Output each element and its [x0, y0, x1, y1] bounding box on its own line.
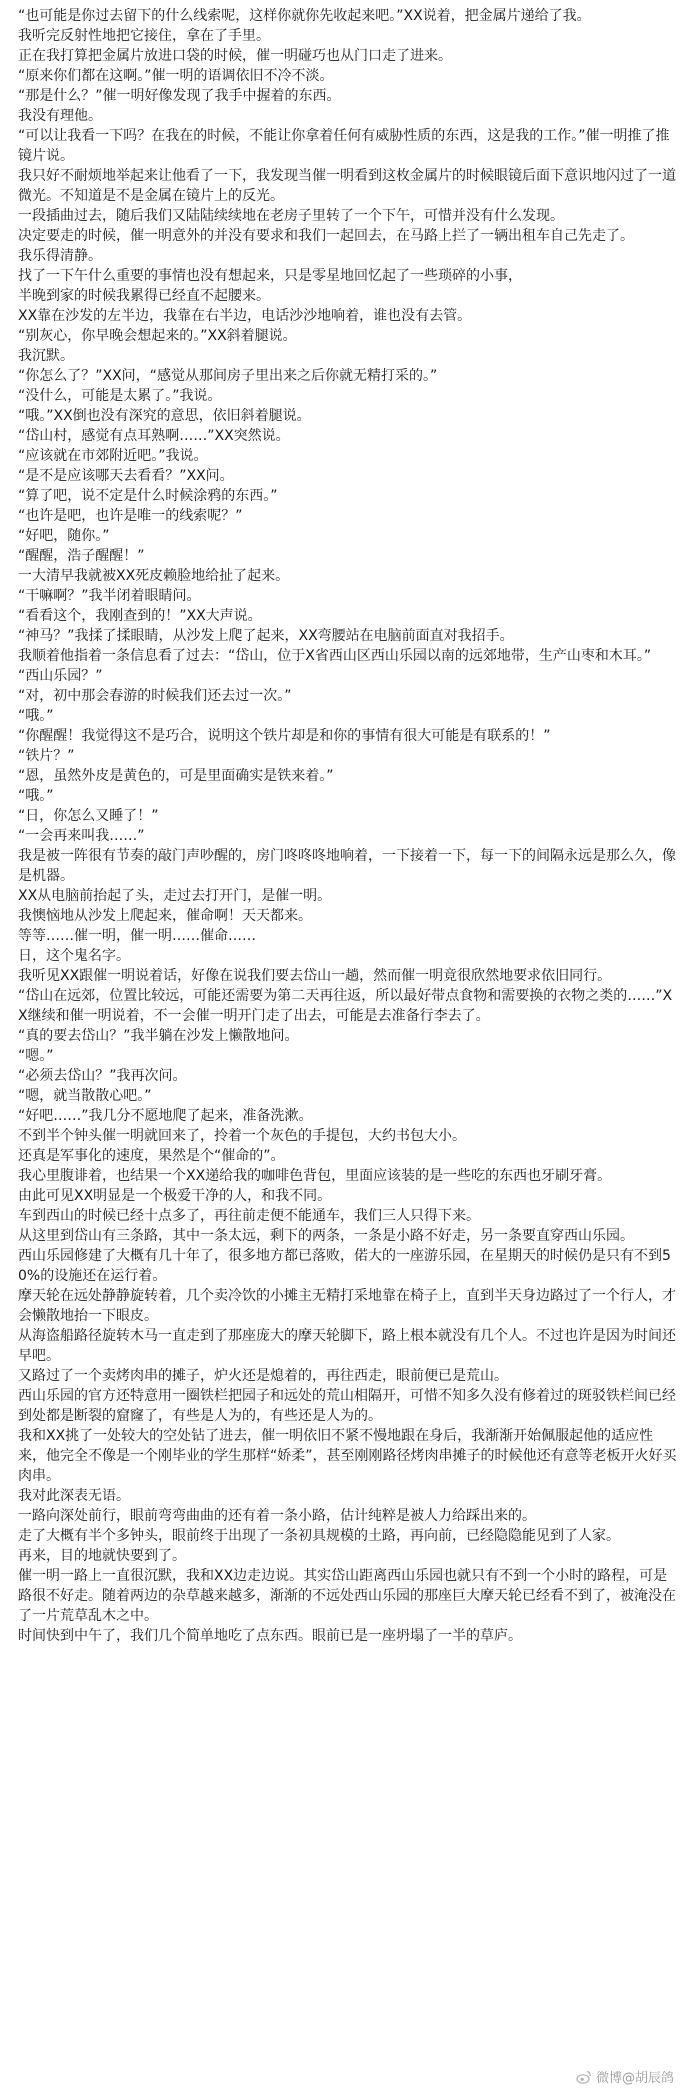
paragraph: “你醒醒！我觉得这不是巧合，说明这个铁片却是和你的事情有很大可能是有联系的！”	[18, 728, 551, 744]
paragraph: 我乐得清静。	[18, 248, 102, 264]
paragraph: 再来，目的地就快要到了。	[18, 1548, 186, 1564]
paragraph: “你怎么了？”XX问，“感觉从那间房子里出来之后你就无精打采的。”	[18, 368, 438, 384]
paragraph: 我懊恼地从沙发上爬起来，催命啊！天天都来。	[18, 908, 312, 924]
paragraph: 正在我打算把金属片放进口袋的时候，催一明碰巧也从门口走了进来。	[18, 48, 452, 64]
paragraph: 车到西山的时候已经十点多了，再往前走便不能通车，我们三人只得下来。	[18, 1208, 480, 1224]
paragraph: “也可能是你过去留下的什么线索呢，这样你就你先收起来吧。”XX说着，把金属片递给了我。	[18, 8, 591, 24]
paragraph: 时间快到中午了，我们几个简单地吃了点东西。眼前已是一座坍塌了一半的草庐。	[18, 1628, 522, 1644]
paragraph: “一会再来叫我……”	[18, 828, 145, 844]
paragraph: 日，这个鬼名字。	[18, 948, 130, 964]
paragraph: 摩天轮在远处静静旋转着，几个卖冷饮的小摊主无精打采地靠在椅子上，直到半天身边路过了一个行人，才会懒散地抬一下眼皮。	[18, 1288, 676, 1324]
paragraph: 一大清早我就被XX死皮赖脸地给扯了起来。	[18, 568, 290, 584]
paragraph: 走了大概有半个多钟头，眼前终于出现了一条初具规模的土路，再向前，已经隐隐能见到了人家。	[18, 1528, 620, 1544]
paragraph: “干嘛啊？”我半闭着眼睛问。	[18, 588, 201, 604]
paragraph: “别灰心，你早晚会想起来的。”XX斜着腿说。	[18, 328, 297, 344]
paragraph: 找了一下午什么重要的事情也没有想起来，只是零星地回忆起了一些琐碎的小事，	[18, 268, 522, 284]
paragraph: “看看这个，我刚查到的！”XX大声说。	[18, 608, 262, 624]
paragraph: 由此可见XX明显是一个极爱干净的人，和我不同。	[18, 1188, 332, 1204]
paragraph: 我顺着他指着一条信息看了过去：“岱山，位于X省西山区西山乐园以南的远郊地带，生产山枣和木耳。”	[18, 648, 652, 664]
paragraph: “必须去岱山？”我再次问。	[18, 1068, 187, 1084]
paragraph: “嗯。”	[18, 1048, 54, 1064]
paragraph: XX靠在沙发的左半边，我靠在右半边，电话沙沙地响着，谁也没有去管。	[18, 308, 472, 324]
paragraph: 我只好不耐烦地举起来让他看了一下，我发现当催一明看到这枚金属片的时候眼镜后面下意识地闪过了一道微光。不知道是不是金属在镜片上的反光。	[18, 168, 676, 204]
paragraph: “日，你怎么又睡了！”	[18, 808, 159, 824]
paragraph: 我心里腹诽着，也结果一个XX递给我的咖啡色背包，里面应该装的是一些吃的东西也牙刷牙膏。	[18, 1168, 612, 1184]
paragraph: “好吧……”我几分不愿地爬了起来，准备洗漱。	[18, 1108, 313, 1124]
paragraph: “岱山村，感觉有点耳熟啊……”XX突然说。	[18, 428, 290, 444]
paragraph: “算了吧，说不定是什么时候涂鸦的东西。”	[18, 488, 278, 504]
paragraph: “可以让我看一下吗？在我在的时候，不能让你拿着任何有威胁性质的东西，这是我的工作。”催一明推了推镜片说。	[18, 128, 670, 164]
paragraph: 一段插曲过去，随后我们又陆陆续续地在老房子里转了一个下午，可惜并没有什么发现。	[18, 208, 564, 224]
paragraph: 从海盗船路径旋转木马一直走到了那座庞大的摩天轮脚下，路上根本就没有几个人。不过也许是因为时间还早吧。	[18, 1328, 676, 1364]
paragraph: “西山乐园？”	[18, 668, 103, 684]
paragraph: 我没有理他。	[18, 108, 102, 124]
paragraph: 又路过了一个卖烤肉串的摊子，炉火还是熄着的，再往西走，眼前便已是荒山。	[18, 1368, 508, 1384]
paragraph: “神马？”我揉了揉眼睛，从沙发上爬了起来，XX弯腰站在电脑前面直对我招手。	[18, 628, 514, 644]
paragraph: “哦。”	[18, 708, 54, 724]
paragraph: 我沉默。	[18, 348, 74, 364]
paragraph: 西山乐园修建了大概有几十年了，很多地方都已落败，偌大的一座游乐园，在星期天的时候仍是只有不到50%的设施还在运行着。	[18, 1248, 671, 1284]
paragraph: 从这里到岱山有三条路，其中一条太远，剩下的两条，一条是小路不好走，另一条要直穿西山乐园。	[18, 1228, 634, 1244]
paragraph: “铁片？”	[18, 748, 75, 764]
paragraph: “醒醒，浩子醒醒！”	[18, 548, 145, 564]
paragraph: “没什么，可能是太累了。”我说。	[18, 388, 222, 404]
paragraph: 半晚到家的时候我累得已经直不起腰来。	[18, 288, 270, 304]
paragraph: “嗯，就当散散心吧。”	[18, 1088, 152, 1104]
watermark	[574, 2067, 676, 2086]
paragraph: “恩，虽然外皮是黄色的，可是里面确实是铁来着。”	[18, 768, 334, 784]
paragraph: 等等……催一明，催一明……催命……	[18, 928, 256, 944]
paragraph: 我和XX挑了一处较大的空处钻了进去，催一明依旧不紧不慢地跟在身后，我渐渐开始佩服起他的适应性来，他完全不像是一个刚毕业的学生那样“娇柔”，甚至刚刚路径烤肉串摊子的时候他还有意等老板开火好买肉串。	[18, 1428, 677, 1484]
paragraph: 决定要走的时候，催一明意外的并没有要求和我们一起回去，在马路上拦了一辆出租车自己先走了。	[18, 228, 634, 244]
watermark-text: 微博@胡辰鸽	[595, 2071, 674, 2086]
paragraph: “那是什么？”催一明好像发现了我手中握着的东西。	[18, 88, 341, 104]
paragraph: 我听见XX跟催一明说着话，好像在说我们要去岱山一趟，然而催一明竟很欣然地要求依旧同行。	[18, 968, 612, 984]
weibo-logo-icon	[576, 2069, 592, 2085]
paragraph: “哦。”XX倒也没有深究的意思，依旧斜着腿说。	[18, 408, 311, 424]
paragraph: “应该就在市郊附近吧。”我说。	[18, 448, 208, 464]
paragraph: 西山乐园的官方还特意用一圈铁栏把园子和远处的荒山相隔开，可惜不知多久没有修着过的斑驳铁栏间已经到处都是断裂的窟窿了，有些是人为的，有些还是人为的。	[18, 1388, 676, 1424]
paragraph: 我对此深表无语。	[18, 1488, 130, 1504]
paragraph: “好吧，随你。”	[18, 528, 110, 544]
paragraph: “真的要去岱山？”我半躺在沙发上懒散地问。	[18, 1028, 299, 1044]
paragraph: 我听完反射性地把它接住，拿在了手里。	[18, 28, 270, 44]
paragraph: “对，初中那会春游的时候我们还去过一次。”	[18, 688, 292, 704]
paragraph: 还真是军事化的速度，果然是个“催命的”。	[18, 1148, 285, 1164]
paragraph: 不到半个钟头催一明就回来了，拎着一个灰色的手提包，大约书包大小。	[18, 1128, 466, 1144]
paragraph: “岱山在远郊，位置比较远，可能还需要为第二天再往返，所以最好带点食物和需要换的衣物之类的……”XX继续和催一明说着，不一会催一明开门走了出去，可能是去准备行李去了。	[18, 988, 673, 1024]
paragraph: “原来你们都在这啊。”催一明的语调依旧不冷不淡。	[18, 68, 334, 84]
paragraph: 催一明一路上一直很沉默，我和XX边走边说。其实岱山距离西山乐园也就只有不到一个小时的路程，可是路很不好走。随着两边的杂草越来越多，渐渐的不远处西山乐园的那座巨大摩天轮已经看不到了，被淹没在了一片荒草乱木之中。	[18, 1568, 676, 1624]
paragraph: 我是被一阵很有节奏的敲门声吵醒的，房门咚咚咚地响着，一下接着一下，每一下的间隔永远是那么久，像是机器。	[18, 848, 676, 884]
paragraph: XX从电脑前抬起了头，走过去打开门，是催一明。	[18, 888, 332, 904]
paragraph: 一路向深处前行，眼前弯弯曲曲的还有着一条小路，估计纯粹是被人力给踩出来的。	[18, 1508, 536, 1524]
paragraph: “哦。”	[18, 788, 54, 804]
paragraph: “是不是应该哪天去看看？”XX问。	[18, 468, 234, 484]
paragraph: “也许是吧，也许是唯一的线索呢？”	[18, 508, 243, 524]
